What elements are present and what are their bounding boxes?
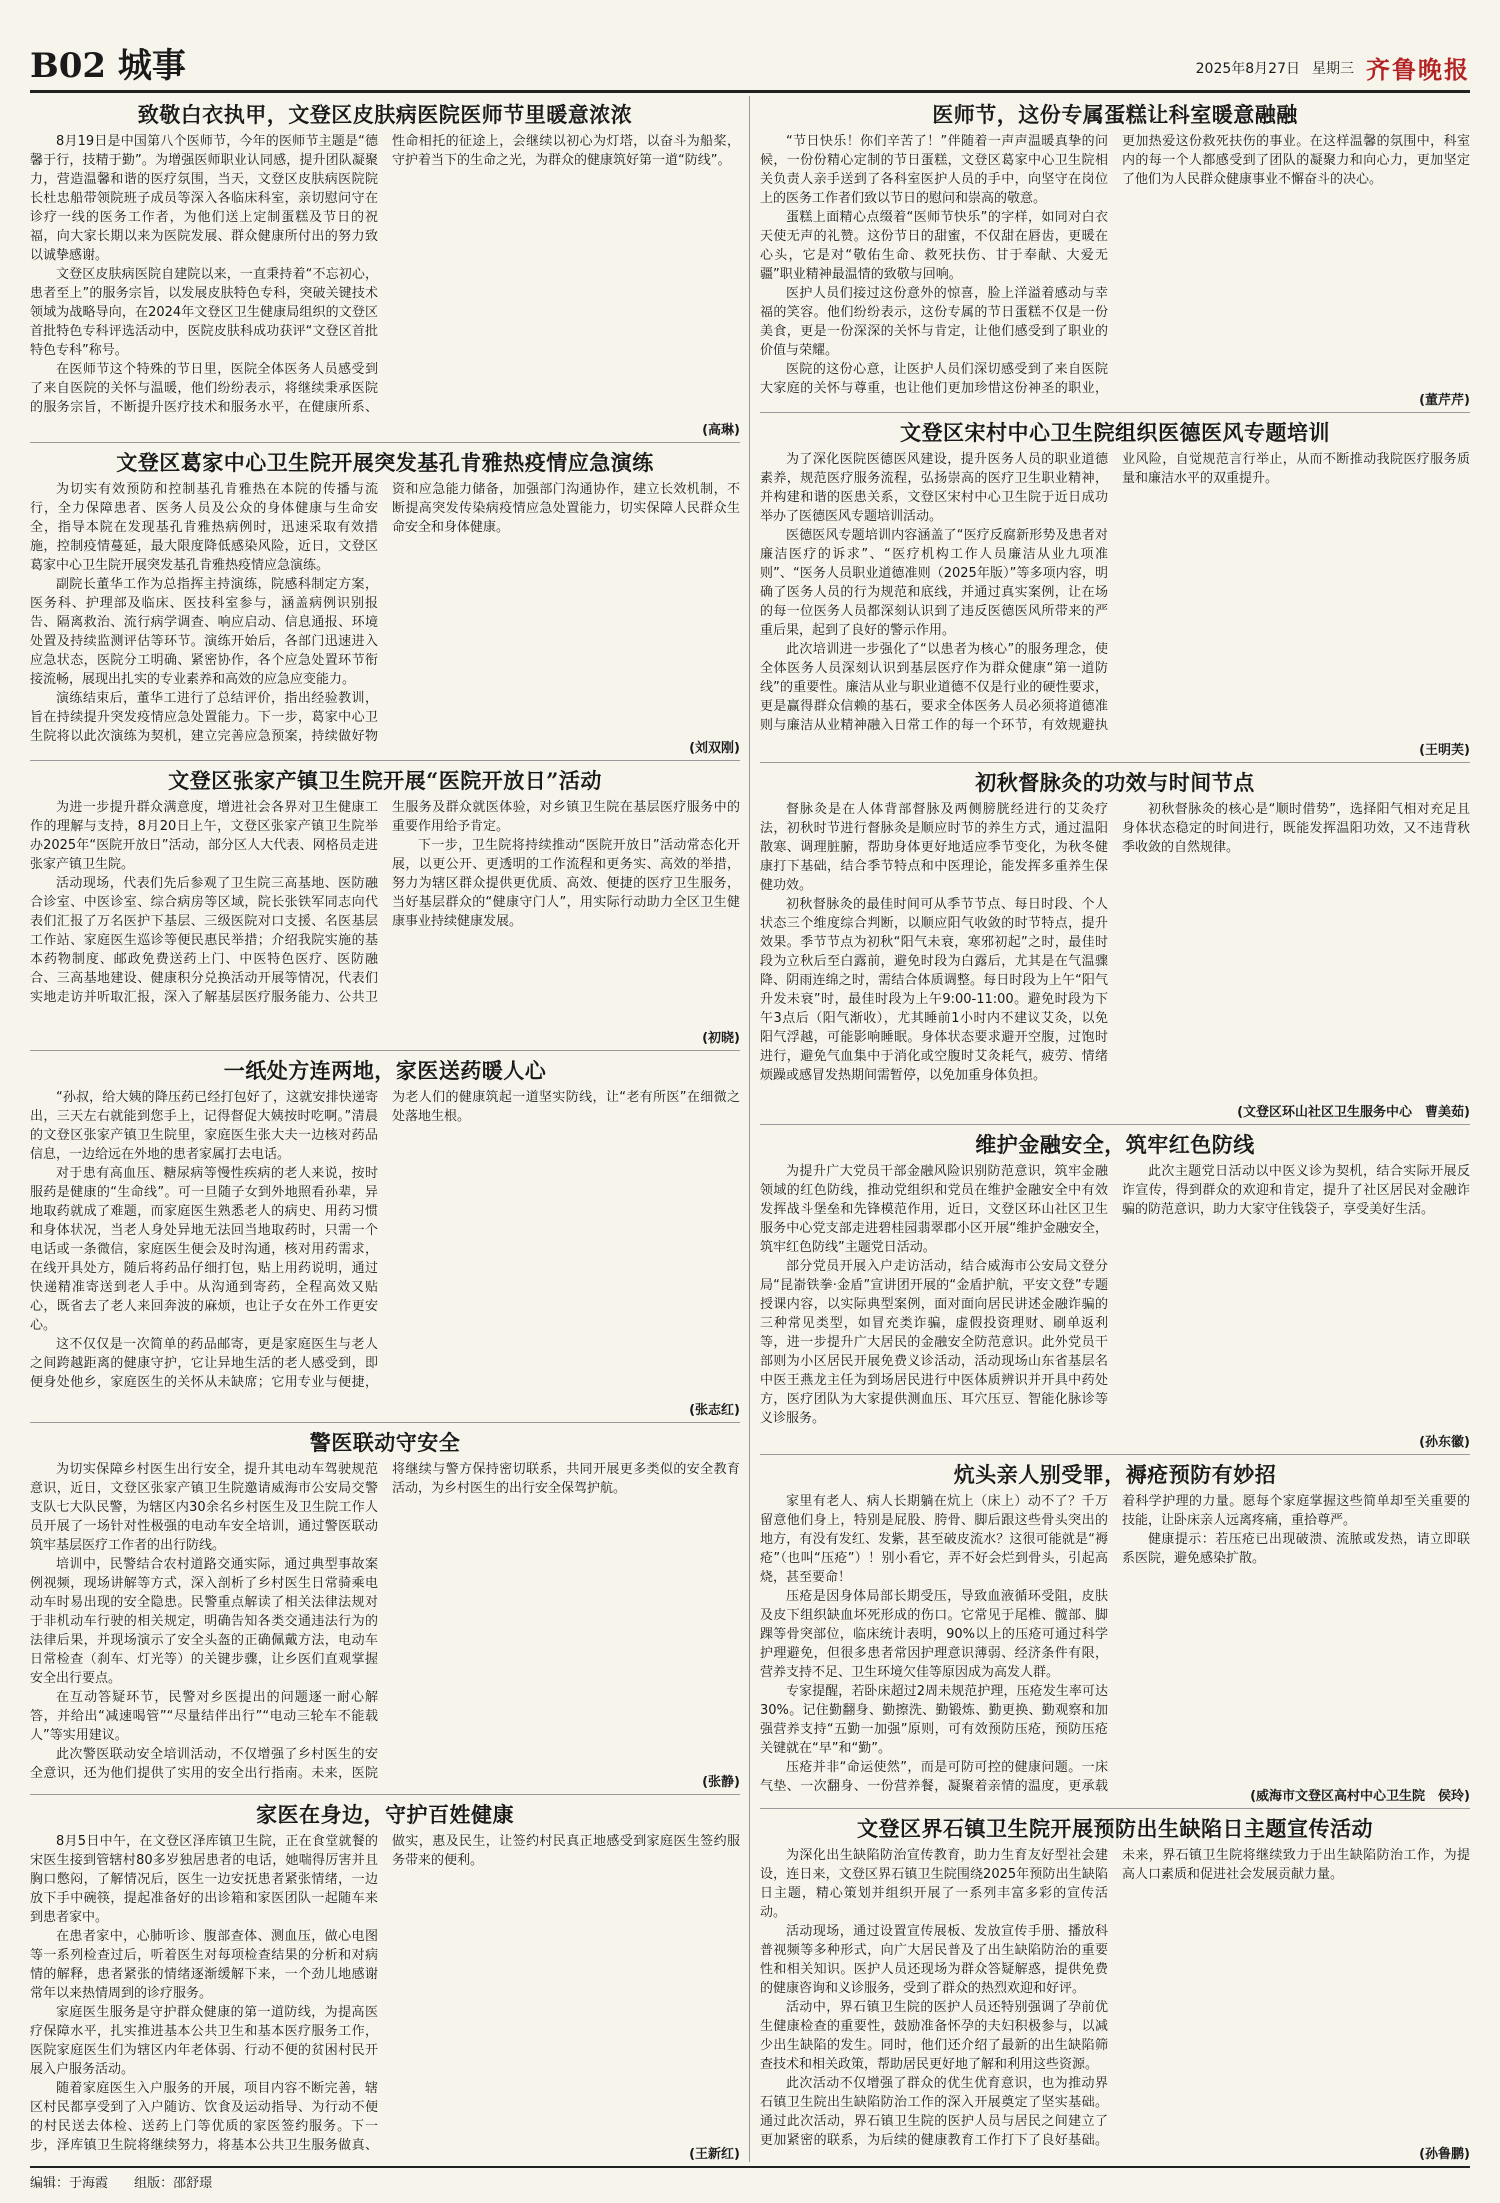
article-byline: (文登区环山社区卫生服务中心 曹美茹) [1233,1101,1470,1120]
article-body: 8月19日是中国第八个医师节，今年的医师节主题是“德馨于行，技精于勤”。为增强医师职业认同感，提升团队凝聚力，营造温馨和谐的医疗氛围，当天，文登区皮肤病医院院长杜忠船带领院班子成员等深入各临床科室，亲切慰问守在诊疗一线的医务工作者，为他们送上定制蛋糕及节日的祝福，向大家长期以来为医院发展、群众健康所付出的努力致以诚挚感谢。 文登区皮肤病医院自建院以来，一直秉持着“不忘初心，患者至上”的服务宗旨，以发展皮肤特色专科，突破关键技术领域为战略导向，在2024年文登区卫生健康局组织的文登区首批特色专科评选活动中，医院皮肤科成功获评“文登区首批特色专科”称号。 在医师节这个特殊的节日里，医院全体医务人员感受到了来自医院的关怀与温暖，他们纷纷表示，将继续秉承医院的服务宗旨，不断提升医疗技术和服务水平，在健康所系、性命相托的征途上，会继续以初心为灯塔，以奋斗为船桨，守护着当下的生命之光，为群众的健康筑好第一道“防线”。 [30,134,740,415]
article-7 [760,98,1470,408]
article-byline: (董芹芹) [1415,389,1470,408]
article-title: 文登区张家产镇卫生院开展“医院开放日”活动 [168,768,602,793]
issue-weekday: 星期三 [1312,60,1354,77]
article-6 [30,1798,740,2162]
article-5 [30,1426,740,1790]
page-footer [30,2172,234,2191]
article-4 [30,1054,740,1418]
article-body: “节日快乐！你们辛苦了！”伴随着一声声温暖真挚的问候，一份份精心定制的节日蛋糕，文登区葛家中心卫生院相关负责人亲手送到了各科室医护人员的手中，向坚守在岗位上的医务工作者们致以节日的慰问和崇高的敬意。 蛋糕上面精心点缀着“医师节快乐”的字样，如同对白衣天使无声的礼赞。这份节日的甜蜜，不仅甜在唇齿，更暖在心头，它是对“敬佑生命、救死扶伤、甘于奉献、大爱无疆”职业精神最温情的致敬与回响。 医护人员们接过这份意外的惊喜，脸上洋溢着感动与幸福的笑容。他们纷纷表示，这份专属的节日蛋糕不仅是一份美食，更是一份深深的关怀与肯定，让他们感受到了职业的价值与荣耀。 医院的这份心意，让医护人员们深切感受到了来自医院大家庭的关怀与尊重，也让他们更加珍惜这份神圣的职业，更加热爱这份救死扶伤的事业。在这样温馨的氛围中，科室内的每一个人都感受到了团队的凝聚力和向心力，更加坚定了他们为人民群众健康事业不懈奋斗的决心。 [760,134,1470,396]
article-body: 8月5日中午，在文登区泽库镇卫生院，正在食堂就餐的宋医生接到管辖村80多岁独居患者的电话，她喘得厉害并且胸口憋闷，了解情况后，医生一边安抚患者紧张情绪，一边放下手中碗筷，提起准备好的出诊箱和家医团队一起随车来到患者家中。 在患者家中，心肺听诊、腹部查体、测血压，做心电图等一系列检查过后，听着医生对每项检查结果的分析和对病情的解释，患者紧张的情绪逐渐缓解下来，一个劲儿地感谢常年以来热情周到的诊疗服务。 家庭医生服务是守护群众健康的第一道防线，为提高医疗保障水平，扎实推进基本公共卫生和基本医疗服务工作，医院家庭医生们为辖区内年老体弱、行动不便的贫困村民开展入户服务活动。 随着家庭医生入户服务的开展，项目内容不断完善，辖区村民都享受到了入户随访、饮食及运动指导、为行动不便的村民送去体检、送药上门等优质的家医签约服务。下一步，泽库镇卫生院将继续努力，将基本公共卫生服务做真、做实，惠及民生，让签约村民真正地感受到家庭医生签约服务带来的便利。 [30,1834,740,2153]
article-title: 致敬白衣执甲，文登区皮肤病医院医师节里暖意浓浓 [137,102,633,127]
article-1 [30,98,740,438]
layout-credit: 组版：邵舒璟 [134,2176,213,2191]
article-byline: (王新红) [685,2143,740,2162]
article-byline: (威海市文登区高村中心卫生院 侯玲) [1246,1785,1470,1804]
article-body: 为深化出生缺陷防治宣传教育，助力生育友好型社会建设，连日来，文登区界石镇卫生院围绕2025年预防出生缺陷日主题，精心策划并组织开展了一系列丰富多彩的宣传活动。 活动现场，通过设置宣传展板、发放宣传手册、播放科普视频等多种形式，向广大居民普及了出生缺陷防治的重要性和相关知识。医护人员还现场为群众答疑解惑，提供免费的健康咨询和义诊服务，受到了群众的热烈欢迎和好评。 活动中，界石镇卫生院的医护人员还特别强调了孕前优生健康检查的重要性，鼓励准备怀孕的夫妇积极参与，以减少出生缺陷的发生。同时，他们还介绍了最新的出生缺陷筛查技术和相关政策，帮助居民更好地了解和利用这些资源。 此次活动不仅增强了群众的优生优育意识，也为推动界石镇卫生院出生缺陷防治工作的深入开展奠定了坚实基础。通过此次活动，界石镇卫生院的医护人员与居民之间建立了更加紧密的联系，为后续的健康教育工作打下了良好基础。未来，界石镇卫生院将继续致力于出生缺陷防治工作，为提高人口素质和促进社会发展贡献力量。 [760,1848,1470,2148]
article-byline: (孙鲁鹏) [1415,2143,1470,2162]
article-8 [760,416,1470,758]
article-byline: (初晓) [698,1027,740,1046]
article-body: 督脉灸是在人体背部督脉及两侧膀胱经进行的艾灸疗法，初秋时节进行督脉灸是顺应时节的养生方式，通过温阳散寒、调理脏腑，帮助身体更好地适应季节变化，为秋冬健康打下基础，结合季节特点和中医理论，能发挥多重养生保健功效。 初秋督脉灸的最佳时间可从季节节点、每日时段、个人状态三个维度综合判断，以顺应阳气收敛的时节特点，提升效果。季节节点为初秋“阳气未衰，寒邪初起”之时，最佳时段为立秋后至白露前，避免时段为白露后，尤其是在气温骤降、阴雨连绵之时，需结合体质调整。每日时段为上午“阳气升发未衰”时，最佳时段为上午9:00-11:00。避免时段为下午3点后（阳气渐收），尤其睡前1小时内不建议艾灸，以免阳气浮越，可能影响睡眠。身体状态要求避开空腹，过饱时进行，避免气血集中于消化或空腹时艾灸耗气，疲劳、情绪烦躁或感冒发热期间需暂停，以免加重身体负担。 初秋督脉灸的核心是“顺时借势”，选择阳气相对充足且身体状态稳定的时间进行，既能发挥温阳功效，又不违背秋季收敛的自然规律。 [760,802,1470,1083]
article-body: 为进一步提升群众满意度，增进社会各界对卫生健康工作的理解与支持，8月20日上午，文登区张家产镇卫生院举办2025年“医院开放日”活动，部分区人大代表、网格员走进张家产镇卫生院。 活动现场，代表们先后参观了卫生院三高基地、医防融合诊室、中医诊室、综合病房等区域，院长张铁军同志向代表们汇报了万名医护下基层、三级医院对口支援、名医基层工作站、家庭医生巡诊等便民惠民举措；介绍我院实施的基本药物制度、邮政免费送药上门、中医特色医疗、医防融合、三高基地建设、健康积分兑换活动开展等情况，代表们实地走访并听取汇报，深入了解基层医疗服务能力、公共卫生服务及群众就医体验，对乡镇卫生院在基层医疗服务中的重要作用给予肯定。 下一步，卫生院将持续推动“医院开放日”活动常态化开展，以更公开、更透明的工作流程和更务实、高效的举措，努力为辖区群众提供更优质、高效、便捷的医疗卫生服务，当好基层群众的“健康守门人”，用实际行动助力全区卫生健康事业持续健康发展。 [30,800,740,1005]
article-byline: (高琳) [698,419,740,438]
article-body: 家里有老人、病人长期躺在炕上（床上）动不了？千万留意他们身上，特别是屁股、胯骨、脚后跟这些骨头突出的地方，有没有发红、发紫，甚至破皮流水？这很可能就是“褥疮”（也叫“压疮”）！别小看它，弄不好会烂到骨头，引起高烧，甚至要命！ 压疮是因身体局部长期受压，导致血液循环受阻，皮肤及皮下组织缺血坏死形成的伤口。它常见于尾椎、髋部、脚踝等骨突部位，临床统计表明，90%以上的压疮可通过科学护理避免，但很多患者常因护理意识薄弱、经济条件有限，营养支持不足、卫生环境欠佳等原因成为高发人群。 专家提醒，若卧床超过2周未规范护理，压疮发生率可达30%。记住勤翻身、勤擦洗、勤锻炼、勤更换、勤观察和加强营养支持“五勤一加强”原则，可有效预防压疮，预防压疮关键就在“早”和“勤”。 压疮并非“命运使然”，而是可防可控的健康问题。一床气垫、一次翻身、一份营养餐，凝聚着亲情的温度，更承载着科学护理的力量。愿每个家庭掌握这些简单却至关重要的技能，让卧床亲人远离疼痛，重拾尊严。 健康提示：若压疮已出现破溃、流脓或发热，请立即联系医院，避免感染扩散。 [760,1494,1470,1794]
column-divider [749,96,750,2162]
article-10 [760,1128,1470,1450]
article-byline: (张静) [698,1771,740,1790]
article-byline: (张志红) [685,1399,740,1418]
page-code: B02 城事 [30,46,186,86]
article-title: 文登区界石镇卫生院开展预防出生缺陷日主题宣传活动 [857,1816,1373,1841]
issue-date: 2025年8月27日 [1195,60,1300,77]
editor-credit: 编辑：于海霞 [30,2176,109,2191]
article-9 [760,766,1470,1120]
article-title: 文登区宋村中心卫生院组织医德医风专题培训 [900,420,1330,445]
article-title: 一纸处方连两地，家医送药暖人心 [223,1058,547,1083]
article-title: 文登区葛家中心卫生院开展突发基孔肯雅热疫情应急演练 [116,450,654,475]
article-body: 为提升广大党员干部金融风险识别防范意识，筑牢金融领域的红色防线，推动党组织和党员在维护金融安全中有效发挥战斗堡垒和先锋模范作用，近日，文登区环山社区卫生服务中心党支部走进碧桂园翡翠郡小区开展“维护金融安全，筑牢红色防线”主题党日活动。 部分党员开展入户走访活动，结合威海市公安局文登分局“昆嵛铁拳·金盾”宣讲团开展的“金盾护航，平安文登”专题授课内容，以实际典型案例，面对面向居民讲述金融诈骗的三种常见类型，如冒充类诈骗，虚假投资理财、刷单返利等，进一步提升广大居民的金融安全防范意识。此外党员干部则为小区居民开展免费义诊活动，活动现场山东省基层名中医王燕龙主任为到场居民进行中医体质辨识并开具中药处方，医疗团队为大家提供测血压、耳穴压豆、智能化脉诊等义诊服务。 此次主题党日活动以中医义诊为契机，结合实际开展反诈宣传，得到群众的欢迎和肯定，提升了社区居民对金融诈骗的防范意识，助力大家守住钱袋子，享受美好生活。 [760,1164,1470,1426]
article-3 [30,764,740,1046]
article-2 [30,446,740,756]
article-body: 为切实保障乡村医生出行安全，提升其电动车驾驶规范意识，近日，文登区张家产镇卫生院邀请威海市公安局交警支队七大队民警，为辖区内30余名乡村医生及卫生院工作人员开展了一场针对性极强的电动车安全培训，通过警医联动筑牢基层医疗工作者的出行防线。 培训中，民警结合农村道路交通实际，通过典型事故案例视频，现场讲解等方式，深入剖析了乡村医生日常骑乘电动车时易出现的安全隐患。民警重点解读了相关法律法规对于非机动车行驶的相关规定，明确告知各类交通违法行为的法律后果，并现场演示了安全头盔的正确佩戴方法，电动车日常检查（刹车、灯光等）的关键步骤，让乡医们直观掌握安全出行要点。 在互动答疑环节，民警对乡医提出的问题逐一耐心解答，并给出“减速喝管”“尽量结伴出行”“电动三轮车不能载人”等实用建议。 此次警医联动安全培训活动，不仅增强了乡村医生的安全意识，还为他们提供了实用的安全出行指南。未来，医院将继续与警方保持密切联系，共同开展更多类似的安全教育活动，为乡村医生的出行安全保驾护航。 [30,1462,740,1781]
article-body: 为了深化医院医德医风建设，提升医务人员的职业道德素养，规范医疗服务流程，弘扬崇高的医疗卫生职业精神，并构建和谐的医患关系，文登区宋村中心卫生院于近日成功举办了医德医风专题培训活动。 医德医风专题培训内容涵盖了“医疗反腐新形势及患者对廉洁医疗的诉求”、“医疗机构工作人员廉洁从业九项准则”、“医务人员职业道德准则（2025年版）”等多项内容，明确了医务人员的行为规范和底线，并通过真实案例，让在场的每一位医务人员都深刻认识到了违反医德医风所带来的严重后果，起到了良好的警示作用。 此次培训进一步强化了“以患者为核心”的服务理念，使全体医务人员深刻认识到基层医疗作为群众健康“第一道防线”的重要性。廉洁从业与职业道德不仅是行业的硬性要求，更是赢得群众信赖的基石，要求全体医务人员必须将道德准则与廉洁从业精神融入日常工作的每一个环节，有效规避执业风险，自觉规范言行举止，从而不断推动我院医疗服务质量和廉洁水平的双重提升。 [760,452,1470,733]
article-title: 警医联动守安全 [309,1430,461,1455]
article-title: 医师节，这份专属蛋糕让科室暖意融融 [932,102,1298,127]
article-title: 炕头亲人别受罪，褥疮预防有妙招 [953,1462,1277,1487]
article-title: 初秋督脉灸的功效与时间节点 [975,770,1255,795]
article-title: 维护金融安全，筑牢红色防线 [975,1132,1255,1157]
masthead-info [1184,50,1470,85]
newspaper-logo: 齐鲁晚报 [1366,55,1470,84]
masthead [30,38,1470,93]
article-title: 家医在身边，守护百姓健康 [256,1802,514,1827]
article-byline: (孙东徽) [1415,1431,1470,1450]
article-byline: (刘双刚) [685,737,740,756]
article-byline: (王明芙) [1415,739,1470,758]
article-body: 为切实有效预防和控制基孔肯雅热在本院的传播与流行，全力保障患者、医务人员及公众的身体健康与生命安全，指导本院在发现基孔肯雅热病例时，迅速采取有效措施，控制疫情蔓延，最大限度降低感染风险，近日，文登区葛家中心卫生院开展突发基孔肯雅热疫情应急演练。 副院长董华工作为总指挥主持演练，院感科制定方案，医务科、护理部及临床、医技科室参与，涵盖病例识别报告、隔离救治、流行病学调查、响应启动、信息通报、环境处置及持续监测评估等环节。演练开始后，各部门迅速进入应急状态，医院分工明确、紧密协作，各个应急处置环节衔接流畅，展现出扎实的专业素养和高效的应急应变能力。 演练结束后，董华工进行了总结评价，指出经验教训，旨在持续提升突发疫情应急处置能力。下一步，葛家中心卫生院将以此次演练为契机，建立完善应急预案，持续做好物资和应急能力储备，加强部门沟通协作，建立长效机制，不断提高突发传染病疫情应急处置能力，切实保障人民群众生命安全和身体健康。 [30,482,740,744]
article-11 [760,1458,1470,1804]
article-12 [760,1812,1470,2162]
article-body: “孙叔，给大姨的降压药已经打包好了，这就安排快递寄出，三天左右就能到您手上，记得督促大姨按时吃啊。”清晨的文登区张家产镇卫生院里，家庭医生张大夫一边核对药品信息，一边给远在外地的患者家属打去电话。 对于患有高血压、糖尿病等慢性疾病的老人来说，按时服药是健康的“生命线”。可一旦随子女到外地照看孙辈，异地取药就成了难题，而家庭医生熟悉老人的病史、用药习惯和身体状况，当老人身处异地无法回当地取药时，只需一个电话或一条微信，家庭医生便会及时沟通，核对用药需求，在线开具处方，随后将药品仔细打包，贴上用药说明，通过快递精准寄送到老人手中。从沟通到寄药，全程高效又贴心，既省去了老人来回奔波的麻烦，也让子女在外工作更安心。 这不仅仅是一次简单的药品邮寄，更是家庭医生与老人之间跨越距离的健康守护，它让异地生活的老人感受到，即便身处他乡，家庭医生的关怀从未缺席；它用专业与便捷，为老人们的健康筑起一道坚实防线，让“老有所医”在细微之处落地生根。 [30,1090,740,1390]
